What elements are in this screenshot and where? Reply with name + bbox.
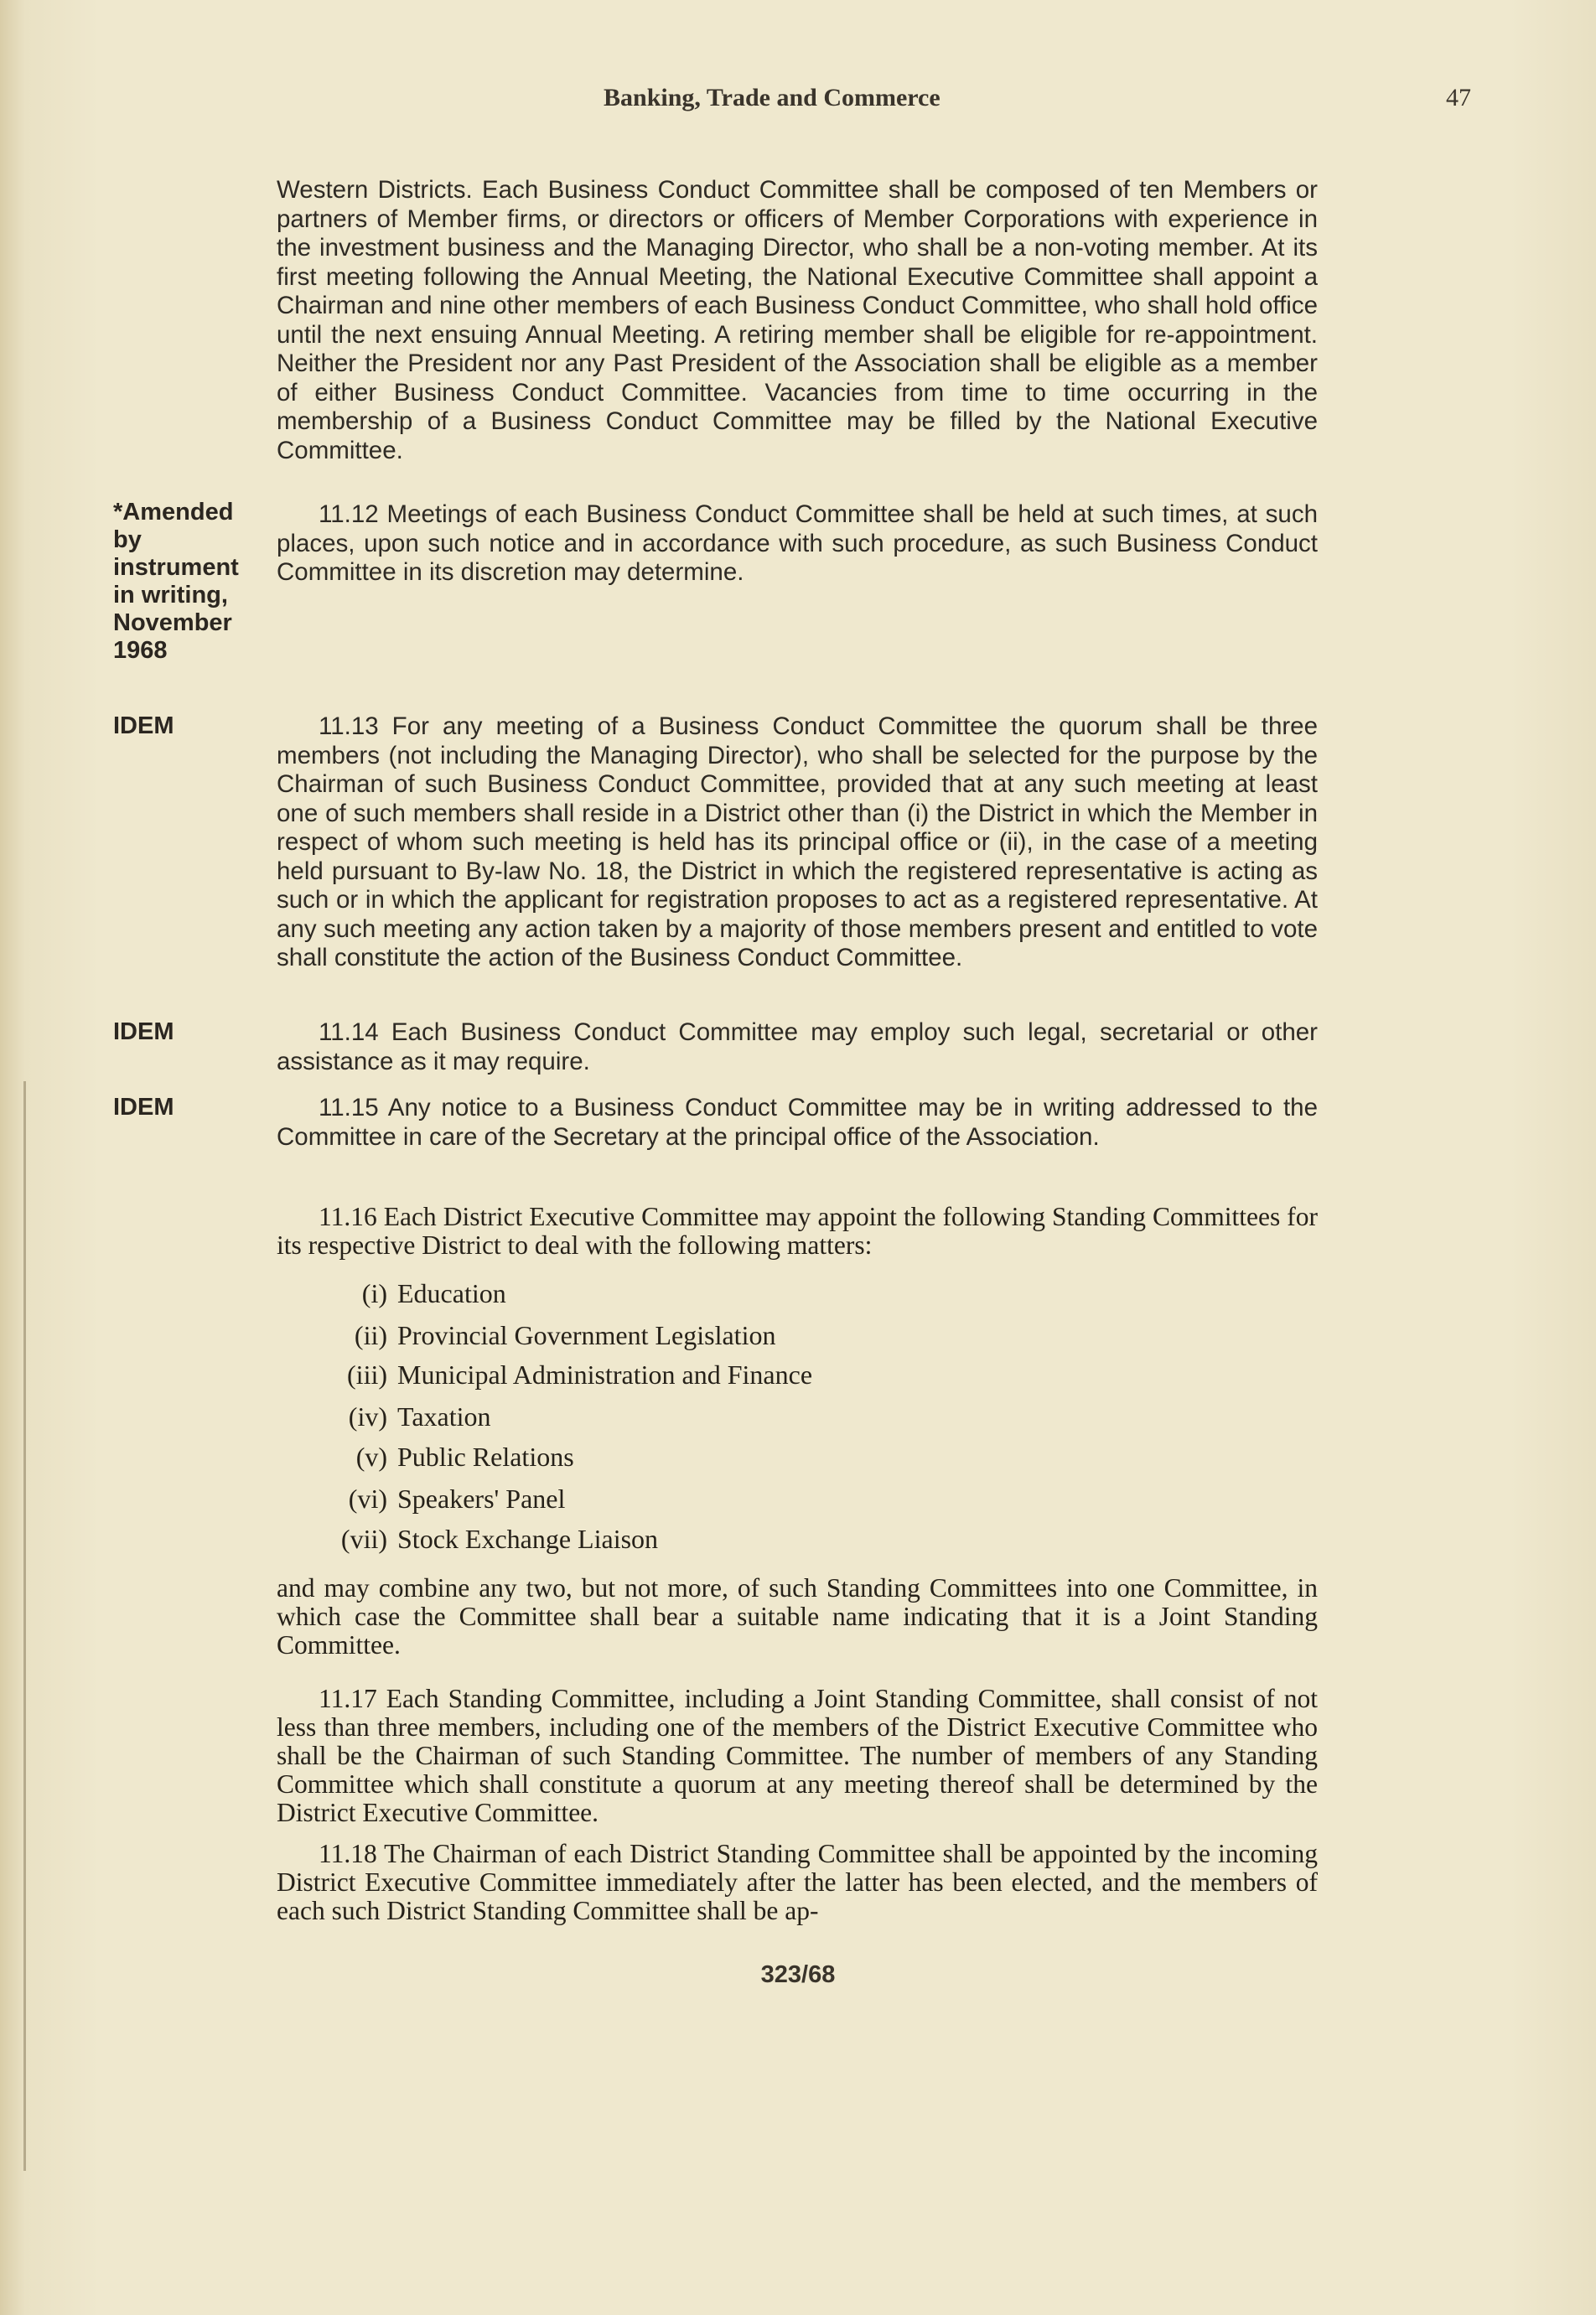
list-item: (v) Public Relations <box>355 1442 574 1472</box>
page-header <box>0 84 1596 117</box>
list-item: (vi) Speakers' Panel <box>348 1484 566 1514</box>
page-number: 47 <box>1446 84 1471 111</box>
margin-note-idem: IDEM <box>113 1018 174 1045</box>
binding-edge-line <box>23 1081 26 2171</box>
page-footer-code: 323/68 <box>760 1961 836 1988</box>
paragraph-11-15: 11.15 Any notice to a Business Conduct Committee may be in writing addressed to the Committee in care of the Secretary at the principal office of the Association. <box>277 1094 1318 1151</box>
list-item: (ii) Provincial Government Legislation <box>354 1320 776 1350</box>
list-item: (iii) Municipal Administration and Finance <box>347 1359 813 1390</box>
paragraph-11-18: 11.18 The Chairman of each District Standing Committee shall be appointed by the incoming District Executive Committee immediately after the latter has been elected, and the members of each such District Standing Committee shall be ap- <box>277 1839 1318 1925</box>
list-item: (vii) Stock Exchange Liaison <box>340 1524 659 1554</box>
paragraph-after-list: and may combine any two, but not more, of such Standing Committees into one Committee, in which case the Committee shall bear a suitable name indicating that it is a Joint Standing Committee. <box>277 1573 1318 1660</box>
paragraph-11-12: 11.12 Meetings of each Business Conduct Committee shall be held at such times, at such places, upon such notice and in accordance with such procedure, as such Business Conduct Committee in its discretion may determine. <box>277 500 1318 586</box>
paragraph-11-14: 11.14 Each Business Conduct Committee may employ such legal, secretarial or other assistance as it may require. <box>277 1018 1318 1075</box>
list-item: (iv) Taxation <box>348 1401 491 1432</box>
paragraph-11-16: 11.16 Each District Executive Committee may appoint the following Standing Committees for its respective District to deal with the following matters: <box>277 1202 1318 1260</box>
paragraph-11-13: 11.13 For any meeting of a Business Conduct Committee the quorum shall be three members (not including the Managing Director), who shall be selected for the purpose by the Chairman of such Business Conduct Committee, provided that at any such meeting at least one of such members shall reside in a District other than (i) the District in which the Member in respect of whom such meeting is held has its principal office or (ii), in the case of a meeting held pursuant to By-law No. 18, the District in which the registered representative is acting as such or in which the applicant for registration proposes to act as a registered representative. At any such meeting any action taken by a majority of those members present and entitled to vote shall constitute the action of the Business Conduct Committee. <box>277 712 1318 971</box>
margin-note-idem: IDEM <box>113 712 174 739</box>
list-item: (i) Education <box>361 1278 506 1308</box>
paragraph-11-17: 11.17 Each Standing Committee, including a Joint Standing Committee, shall consist of not less than three members, including one of the members of the District Executive Committee who shall be the Chairman of such Standing Committee. The number of members of any Standing Committee which shall constitute a quorum at any meeting thereof shall be determined by the District Executive Committee. <box>277 1684 1318 1827</box>
margin-note-idem: IDEM <box>113 1094 174 1121</box>
running-title: Banking, Trade and Commerce <box>604 84 940 111</box>
paragraph-continued: Western Districts. Each Business Conduct Committee shall be composed of ten Members or partners of Member firms, or directors or officers of Member Corporations with experience in the investment business and the Managing Director, who shall be a non-voting member. At its first meeting following the Annual Meeting, the National Executive Committee shall appoint a Chairman and nine other members of each Business Conduct Committee, who shall hold office until the next ensuing Annual Meeting. A retiring member shall be eligible for re-appointment. Neither the President nor any Past President of the Association shall be eligible as a member of either Business Conduct Committee. Vacancies from time to time occurring in the membership of a Business Conduct Committee may be filled by the National Executive Committee. <box>277 176 1318 464</box>
margin-note-amended: *Amended by instrument in writing, November 1968 <box>113 499 239 664</box>
